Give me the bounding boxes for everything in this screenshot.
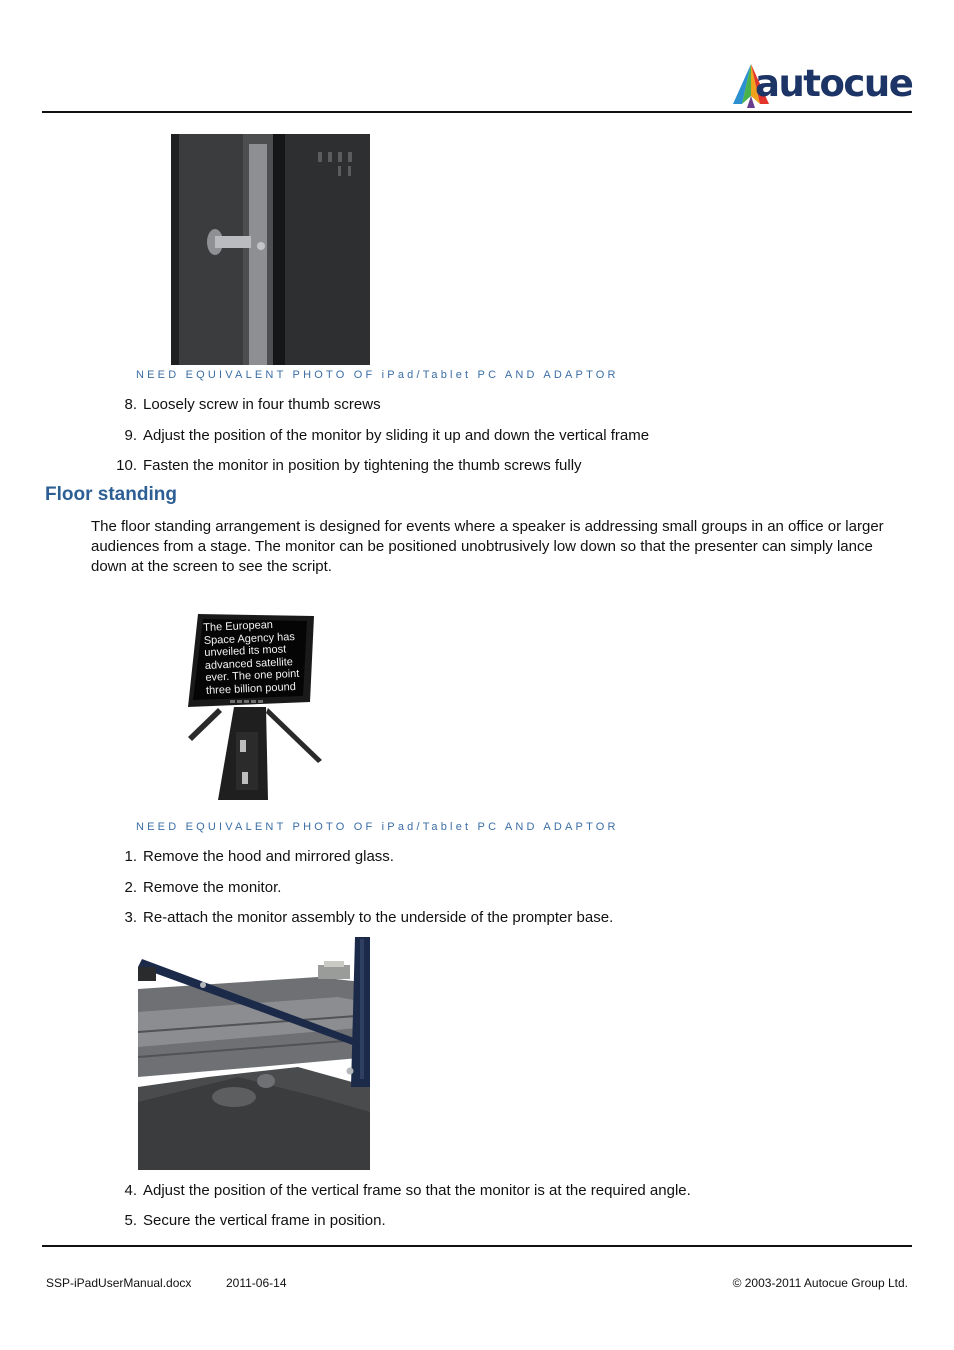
floor-standing-monitor-photo [184, 612, 330, 800]
list-item: 9. Adjust the position of the monitor by sliding it up and down the vertical frame [124, 427, 650, 444]
autocue-logo [733, 60, 913, 110]
list-item: 2. Remove the monitor. [124, 879, 282, 896]
list-item: 10. Fasten the monitor in position by tightening the thumb screws fully [116, 457, 582, 474]
footer-filename: SSP-iPadUserManual.docx [46, 1276, 192, 1290]
list-item: 8. Loosely screw in four thumb screws [124, 396, 381, 413]
section-heading: Floor standing [45, 484, 177, 505]
section-paragraph: The floor standing arrangement is designed for events where a speaker is addressing small groups in an office or larger audiences from a stage. The monitor can be positioned unobtrusively low down so that the presenter can simply lance down at the screen to see the script. [91, 518, 884, 575]
footer-rule [42, 1245, 912, 1247]
photo-caption-1: NEED EQUIVALENT PHOTO OF iPad/Tablet PC AND ADAPTOR [136, 369, 619, 381]
prompter-base-photo [138, 937, 370, 1170]
list-item: 3. Re-attach the monitor assembly to the underside of the prompter base. [124, 909, 614, 926]
footer-copyright: © 2003-2011 Autocue Group Ltd. [732, 1276, 908, 1290]
list-item: 5. Secure the vertical frame in position. [124, 1212, 386, 1229]
logo-wordmark: autocue [755, 62, 913, 105]
list-item: 1. Remove the hood and mirrored glass. [124, 848, 394, 865]
photo-caption-2: NEED EQUIVALENT PHOTO OF iPad/Tablet PC AND ADAPTOR [136, 821, 619, 833]
header-rule [42, 111, 912, 113]
vertical-frame-photo [171, 134, 370, 365]
list-item: 4. Adjust the position of the vertical frame so that the monitor is at the required angle. [124, 1182, 691, 1199]
monitor-script-text: The European Space Agency has unveiled its most advanced satellite ever. The one point three billion pound [203, 618, 300, 697]
footer-date: 2011-06-14 [226, 1276, 287, 1290]
